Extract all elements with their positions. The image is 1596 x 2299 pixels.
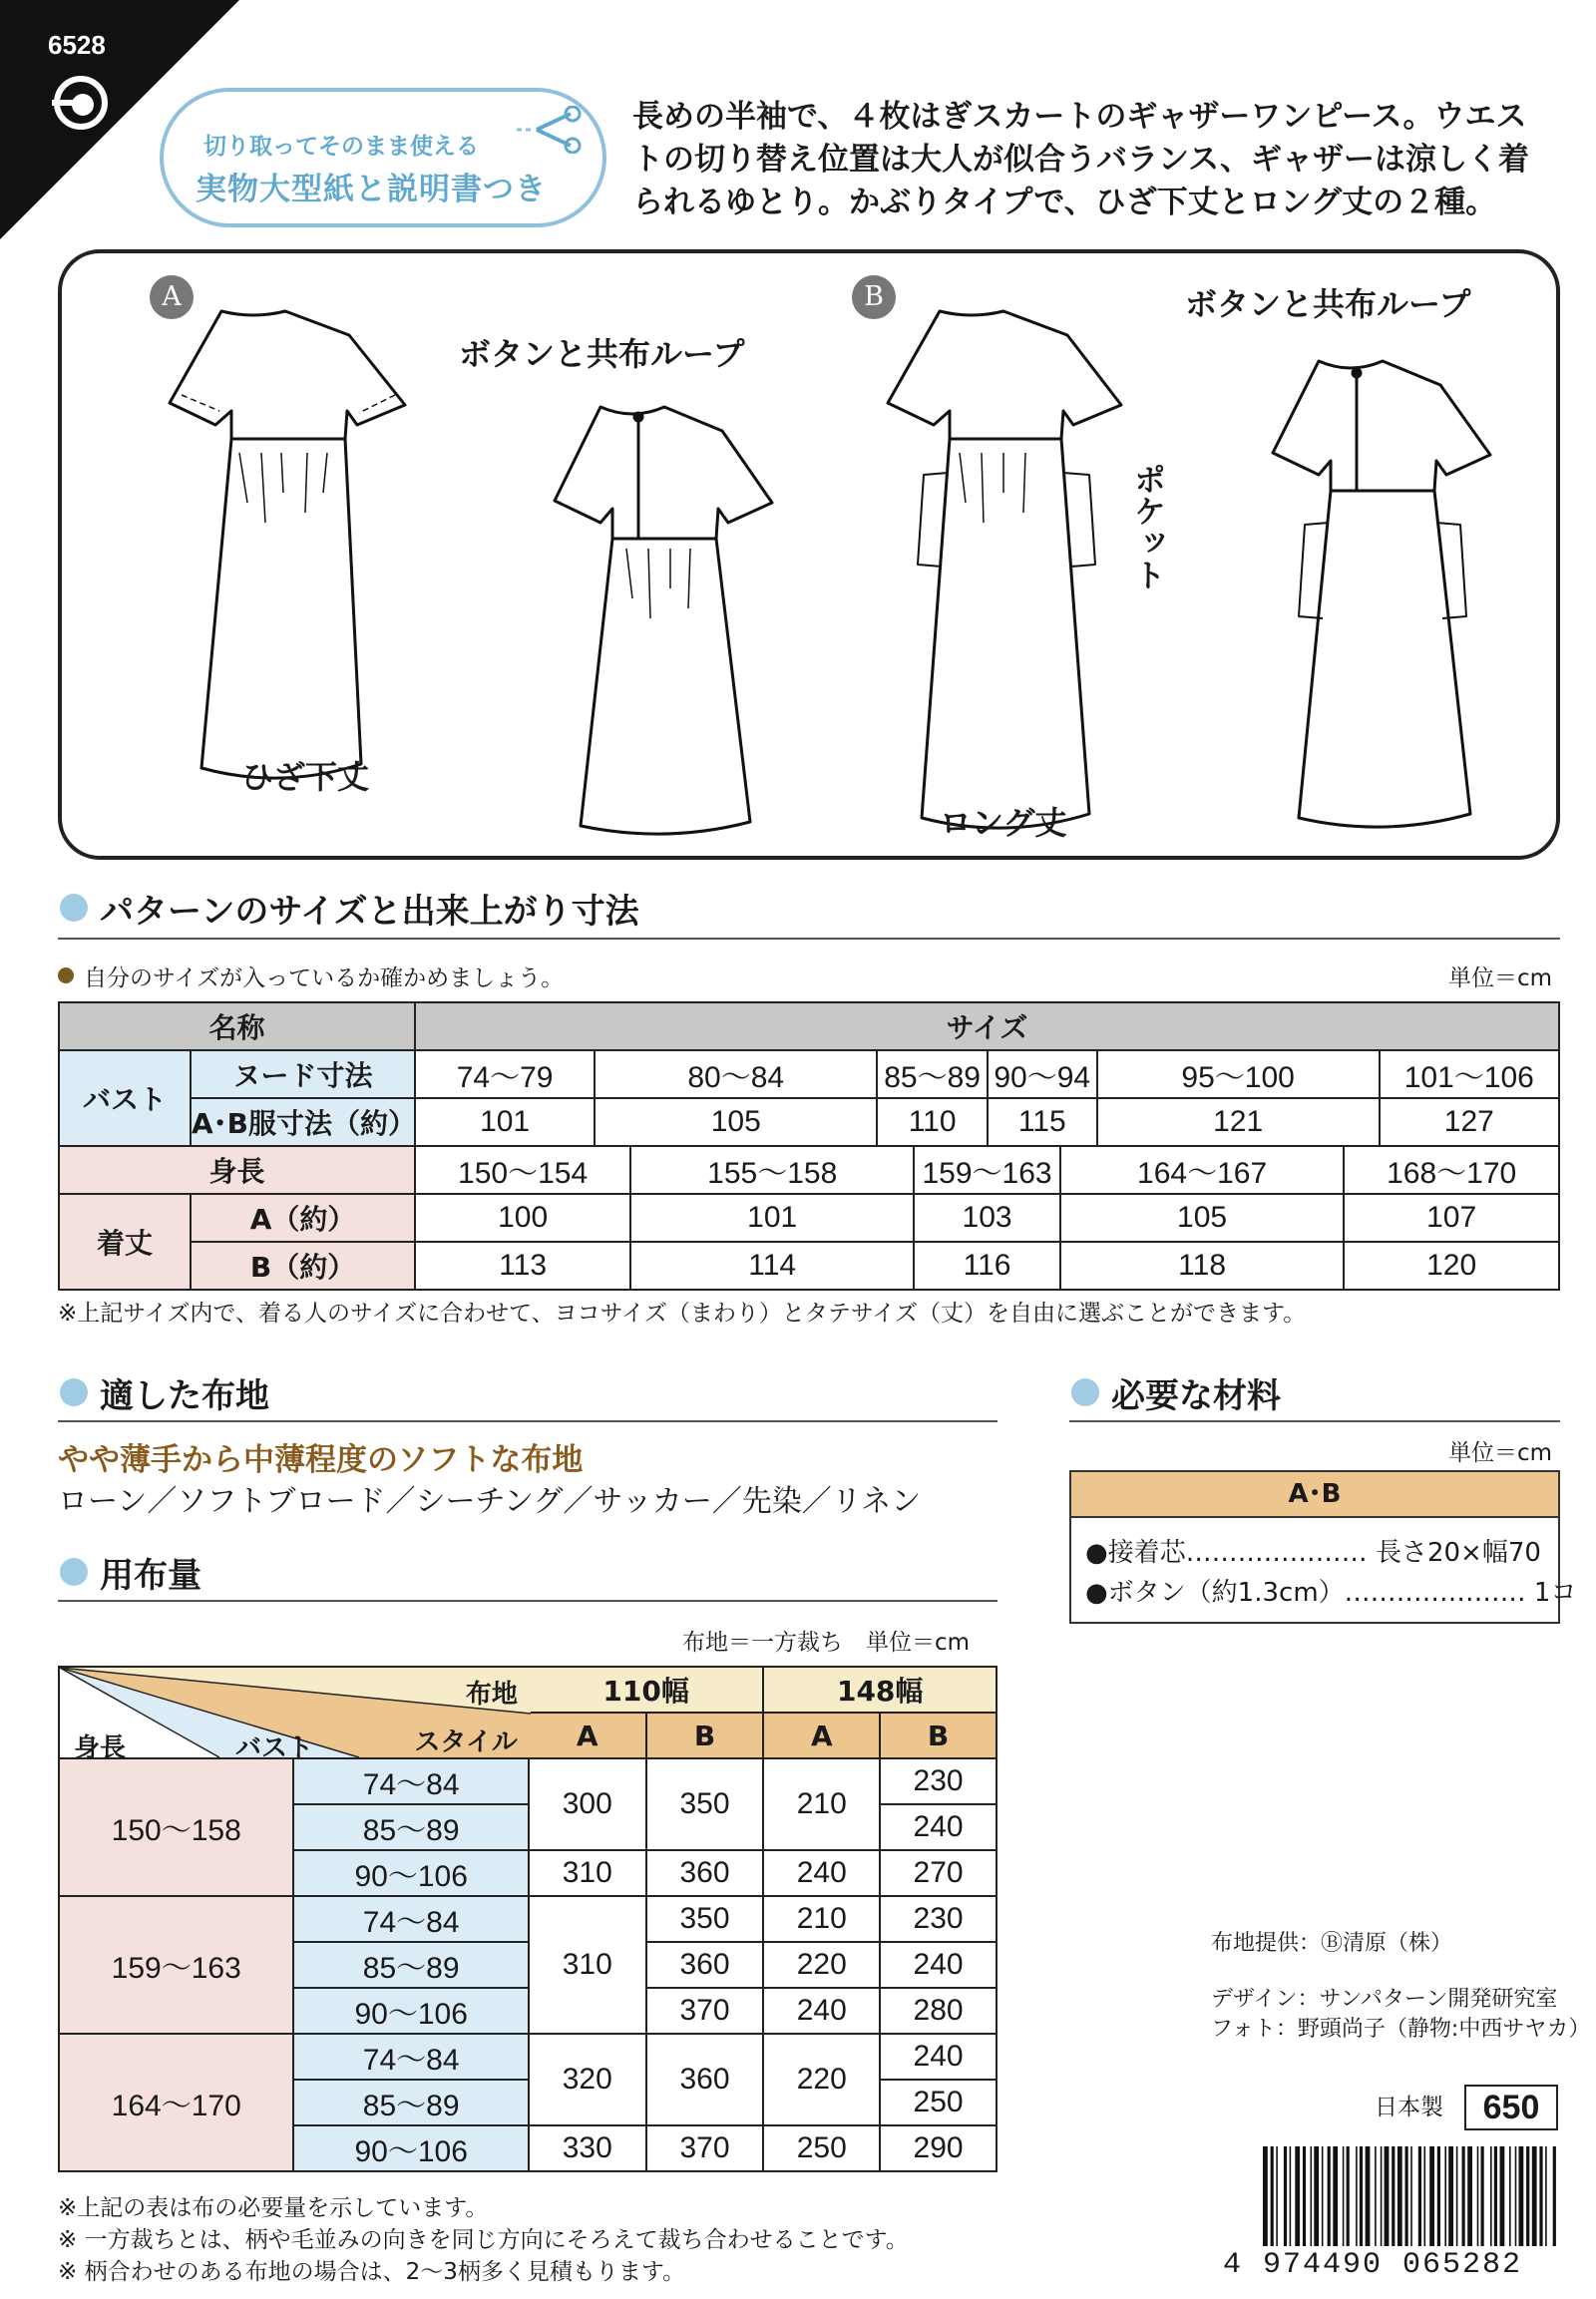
- fabric-section-title: 適した布地: [100, 1376, 269, 1416]
- length-a-label: A（約）: [191, 1194, 415, 1242]
- yardage-value: 220: [763, 1942, 880, 1988]
- intro-line: トの切り替え位置は大人が似合うバランス、ギャザーは涼しく着: [632, 142, 1529, 178]
- height-range: 159〜163: [59, 1896, 293, 2034]
- nude-value: 74〜79: [415, 1050, 595, 1098]
- label-button-loop-a: ボタンと共布ループ: [459, 335, 745, 373]
- nude-label: ヌード寸法: [191, 1050, 415, 1098]
- section-rule: [58, 938, 1560, 940]
- badge-line1: 切り取ってそのまま使える: [203, 134, 479, 160]
- col-size-header: サイズ: [415, 1002, 1559, 1050]
- yardage-value: 290: [880, 2125, 997, 2171]
- yardage-value: 270: [880, 1850, 997, 1896]
- length-b-value: 120: [1344, 1242, 1559, 1290]
- yardage-value: 370: [646, 2125, 764, 2171]
- bust-range: 74〜84: [293, 1758, 528, 1804]
- garment-value: 121: [1097, 1098, 1380, 1146]
- height-value: 150〜154: [415, 1146, 630, 1194]
- label-button-loop-b: ボタンと共布ループ: [1185, 285, 1471, 323]
- size-footnote: ※上記サイズ内で、着る人のサイズに合わせて、ヨコサイズ（まわり）とタテサイズ（丈）を自由に選ぶことができます。: [58, 1301, 1307, 1327]
- material-item: ●接着芯………………… 長さ20×幅70: [1085, 1538, 1541, 1568]
- intro-line: 長めの半袖で、４枚はぎスカートのギャザーワンピース。ウエス: [632, 99, 1527, 135]
- size-unit: 単位＝cm: [1448, 965, 1553, 991]
- style-header: A: [529, 1713, 646, 1758]
- brand-logo-icon: [52, 74, 110, 132]
- style-a-badge: A: [150, 275, 194, 319]
- length-label: 着丈: [59, 1194, 191, 1290]
- yardage-value: 280: [880, 1988, 997, 2034]
- height-range: 164〜170: [59, 2034, 293, 2171]
- height-value: 159〜163: [914, 1146, 1060, 1194]
- barcode-icon: [1259, 2146, 1558, 2250]
- credit-design: デザイン：サンパターン開発研究室: [1211, 1987, 1558, 2012]
- corner-label-style: スタイル: [414, 1727, 518, 1757]
- intro-text: [632, 96, 1570, 224]
- materials-unit: 単位＝cm: [1448, 1440, 1553, 1466]
- yardage-value: 360: [646, 1942, 764, 1988]
- nude-value: 95〜100: [1097, 1050, 1380, 1098]
- style-header: B: [646, 1713, 764, 1758]
- height-value: 164〜167: [1060, 1146, 1344, 1194]
- yardage-value: 350: [646, 1896, 764, 1942]
- yardage-value: 240: [763, 1988, 880, 2034]
- yardage-value: 230: [880, 1896, 997, 1942]
- section-rule: [58, 1600, 998, 1602]
- length-a-value: 107: [1344, 1194, 1559, 1242]
- garment-label: A･B服寸法（約）: [191, 1098, 415, 1146]
- garment-value: 105: [595, 1098, 877, 1146]
- yardage-section-title: 用布量: [100, 1556, 201, 1596]
- yardage-value: 230: [880, 1758, 997, 1804]
- made-in-japan: 日本製: [1375, 2095, 1443, 2120]
- section-bullet: [60, 1558, 88, 1586]
- fabric-list: ローン／ソフトブロード／シーチング／サッカー／先染／リネン: [58, 1484, 922, 1519]
- height-range: 150〜158: [59, 1758, 293, 1896]
- materials-section-title: 必要な材料: [1111, 1376, 1281, 1416]
- corner-label-height: 身長: [74, 1733, 127, 1763]
- bust-range: 90〜106: [293, 1850, 528, 1896]
- height-label: 身長: [59, 1146, 415, 1194]
- yardage-footnote: ※ 一方裁ちとは、柄や毛並みの向きを同じ方向にそろえて裁ち合わせることです。: [58, 2227, 909, 2253]
- pattern-number: 6528: [48, 30, 106, 60]
- style-header: A: [763, 1713, 880, 1758]
- length-b-value: 116: [914, 1242, 1060, 1290]
- length-a-value: 105: [1060, 1194, 1344, 1242]
- bust-range: 85〜89: [293, 1942, 528, 1988]
- section-rule: [58, 1420, 998, 1422]
- yardage-value: 210: [763, 1758, 880, 1850]
- bust-range: 90〜106: [293, 2125, 528, 2171]
- yardage-value: 240: [763, 1850, 880, 1896]
- nude-value: 90〜94: [988, 1050, 1097, 1098]
- yardage-value: 210: [763, 1896, 880, 1942]
- yardage-value: 240: [880, 2034, 997, 2080]
- yardage-value: 360: [646, 1850, 764, 1896]
- size-note: 自分のサイズが入っているか確かめましょう。: [84, 965, 565, 991]
- yardage-value: 250: [763, 2125, 880, 2171]
- section-bullet: [60, 1378, 88, 1406]
- yardage-note: 布地＝一方裁ち 単位＝cm: [682, 1630, 971, 1656]
- bust-range: 90〜106: [293, 1988, 528, 2034]
- size-section-title: パターンのサイズと出来上がり寸法: [100, 892, 639, 932]
- yardage-value: 250: [880, 2080, 997, 2125]
- yardage-footnotes: [58, 2192, 909, 2288]
- length-b-value: 113: [415, 1242, 630, 1290]
- yardage-value: 360: [646, 2034, 764, 2125]
- garment-value: 127: [1380, 1098, 1559, 1146]
- nude-value: 101〜106: [1380, 1050, 1559, 1098]
- label-knee-length: ひざ下丈: [241, 758, 370, 796]
- section-rule: [1069, 1420, 1560, 1422]
- note-bullet: [58, 967, 74, 983]
- materials-box: [1069, 1470, 1577, 1624]
- yardage-value: 240: [880, 1804, 997, 1850]
- price-box: 650: [1464, 2085, 1558, 2130]
- bust-range: 85〜89: [293, 2080, 528, 2125]
- bust-range: 85〜89: [293, 1804, 528, 1850]
- material-item: ●ボタン（約1.3cm）………………… 1コ: [1085, 1578, 1577, 1608]
- corner-label-fabric: 布地: [465, 1680, 518, 1710]
- intro-line: られるゆとり。かぶりタイプで、ひざ下丈とロング丈の２種。: [632, 185, 1497, 220]
- materials-header: A･B: [1071, 1472, 1558, 1518]
- style-header: B: [880, 1713, 997, 1758]
- yardage-table: [58, 1666, 998, 2172]
- nude-value: 80〜84: [595, 1050, 877, 1098]
- yardage-footnote: ※ 柄合わせのある布地の場合は、2〜3柄多く見積もります。: [58, 2259, 686, 2285]
- credit-photo: フォト：野頭尚子（静物:中西サヤカ）: [1211, 2017, 1591, 2042]
- yardage-value: 220: [763, 2034, 880, 2125]
- yardage-value: 310: [529, 1896, 646, 2034]
- garment-value: 115: [988, 1098, 1097, 1146]
- width-148-header: 148幅: [763, 1667, 997, 1713]
- length-a-value: 103: [914, 1194, 1060, 1242]
- bust-label: バスト: [59, 1050, 191, 1146]
- yardage-value: 300: [529, 1758, 646, 1850]
- garment-value: 110: [877, 1098, 987, 1146]
- yardage-value: 320: [529, 2034, 646, 2125]
- barcode-number: 4 974490 065282: [1223, 2248, 1523, 2282]
- label-pocket: ポケット: [1129, 463, 1167, 590]
- yardage-value: 350: [646, 1758, 764, 1850]
- garment-value: 101: [415, 1098, 595, 1146]
- bust-range: 74〜84: [293, 2034, 528, 2080]
- height-value: 155〜158: [630, 1146, 914, 1194]
- section-bullet: [60, 894, 88, 922]
- length-b-value: 118: [1060, 1242, 1344, 1290]
- yardage-value: 240: [880, 1942, 997, 1988]
- length-a-value: 101: [630, 1194, 914, 1242]
- illustration-panel: [58, 249, 1560, 860]
- height-value: 168〜170: [1344, 1146, 1559, 1194]
- col-name-header: 名称: [59, 1002, 415, 1050]
- yardage-footnote: ※上記の表は布の必要量を示しています。: [58, 2195, 489, 2221]
- label-long-length: ロング丈: [940, 804, 1067, 842]
- yardage-value: 330: [529, 2125, 646, 2171]
- yardage-corner-header: [59, 1667, 529, 1763]
- pattern-badge: [160, 88, 606, 227]
- bust-range: 74〜84: [293, 1896, 528, 1942]
- scissors-icon: [515, 106, 585, 154]
- yardage-value: 310: [529, 1850, 646, 1896]
- fabric-subtitle: やや薄手から中薄程度のソフトな布地: [58, 1442, 584, 1478]
- nude-value: 85〜89: [877, 1050, 987, 1098]
- corner-label-bust: バスト: [235, 1733, 314, 1763]
- length-b-value: 114: [630, 1242, 914, 1290]
- size-table: [58, 1001, 1560, 1291]
- width-110-header: 110幅: [529, 1667, 764, 1713]
- style-b-badge: B: [852, 275, 896, 319]
- credit-supplier: 布地提供：Ⓑ清原（株）: [1211, 1931, 1453, 1956]
- section-bullet: [1071, 1378, 1099, 1406]
- length-b-label: B（約）: [191, 1242, 415, 1290]
- yardage-value: 370: [646, 1988, 764, 2034]
- badge-line2: 実物大型紙と説明書つき: [196, 172, 547, 207]
- length-a-value: 100: [415, 1194, 630, 1242]
